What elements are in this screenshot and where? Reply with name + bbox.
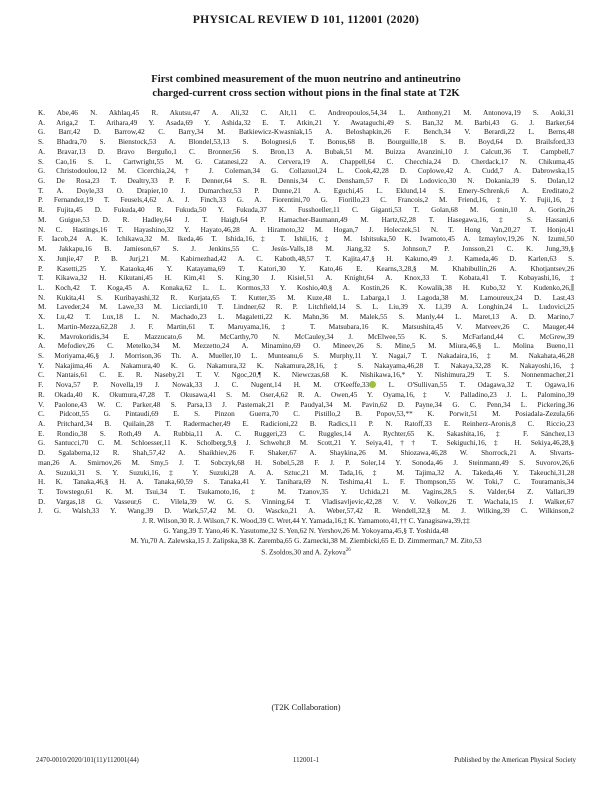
- author-line: man,26 A. Smirnov,26 M. Smy,5 J. T. Sobczyk,68 H. Sobel,5,28 F. J. P. Soler,14 Y. Sonoda,46 J. Steinmann,49 S. Suvorov,26,6: [38, 458, 574, 467]
- author-line: S. Moriyama,46,§ J. Morrison,36 Th. A. Mueller,10 L. Munteanu,6 S. Murphy,11 Y. Nagai,7 T. Nakadaira,16,‡ M. Nakahata,46,28: [38, 351, 574, 360]
- author-line: S. Bhadra,70 S. Bienstock,53 A. Blondel,53,13 S. Bolognesi,6 T. Bonus,68 B. Bourguille,18 S. B. Boyd,64 D. Brailsford,33: [38, 138, 574, 147]
- author-line: N. C. Hastings,16 T. Hayashino,32 Y. Hayato,46,28 A. Hiramoto,32 M. Hogan,7 J. Holeczek,51 N. T. Hong Van,20,27 T. Honjo,41: [38, 225, 574, 234]
- title-line: charged-current cross section without pions in the final state at T2K: [152, 88, 460, 99]
- author-line: N. Kukita,41 S. Kuribayashi,32 R. Kurjata,65 T. Kutter,35 M. Kuze,48 L. Labarga,1 J. Lagoda,38 M. Lamoureux,24 D. Last,43: [38, 293, 574, 302]
- author-line: Y. Nakajima,46 A. Nakamura,40 K. G. Nakamura,32 K. Nakamura,28,16,‡ S. Nakayama,46,28 T. Nakaya,32,28 K. Nakayoshi,16,‡: [38, 361, 574, 370]
- author-line: A. Bravar,13 D. Bravo Berguño,1 C. Bronner,56 S. Bron,13 A. Bubak,51 M. Buizza Avanzini,10 J. Calcutt,36 T. Campbell,7: [38, 147, 574, 156]
- publisher-line: Published by the American Physical Society: [454, 757, 576, 764]
- author-line: V. Paolone,43 W. C. Parker,48 S. Parsa,13 J. Pasternak,21 P. Paudyal,34 M. Pavin,62 D. Payne,34 G. C. Penn,34 L. Pickering,36: [38, 400, 574, 409]
- author-line: M. Yu,70 A. Zalewska,15 J. Zalipska,38 K. Zaremba,65 G. Zarnecki,38 M. Ziembicki,65 E. D. Zimmerman,7 M. Zito,53: [130, 536, 482, 545]
- author-line: R. Okada,40 K. Okumura,47,28 T. Okusawa,41 S. M. Oser,4,62 R. A. Owen,45 Y. Oyama,16,‡ V. Palladino,23 J. L. Palomino,39: [38, 390, 574, 399]
- author-line: G. Christodoulou,12 M. Cicerchia,24,† J. Coleman,34 G. Collazuol,24 L. Cook,42,28 D. Coplowe,42 A. Cudd,7 A. Dabrowska,15: [38, 167, 574, 176]
- author-line: X. Lu,42 T. Lux,18 L. N. Machado,23 L. Magaletti,22 K. Mahn,36 M. Malek,55 S. Manly,44 L. Maret,13 A. D. Marino,7: [38, 313, 574, 322]
- orcid-icon: [369, 381, 376, 388]
- author-line: S. Cao,16 S. L. Cartwright,55 M. G. Catanesi,22 A. Cervera,19 A. Chappell,64 C. Checchia,24 D. Cherdack,17 N. Chikuma,45: [38, 157, 574, 166]
- author-line: X. Junjie,47 P. B. Jurj,21 M. Kabirnezhad,42 A. C. Kaboth,48,57 T. Kajita,47,§ H. Kakuno,49 J. Kameda,46 D. Karlen,63 S.: [38, 254, 574, 263]
- author-line: K. Abe,46 N. Akhlaq,45 R. Akutsu,47 A. Ali,32 C. Alt,11 C. Andreopoulos,54,34 L. Anthony,21 M. Antonova,19 S. Aoki,31: [38, 109, 574, 117]
- author-line: L. Koch,42 T. Koga,45 A. Konaka,62 L. L. Kormos,33 Y. Koshio,40,§ A. Kostin,26 K. Kowalik,38 H. Kubo,32 Y. Kudenko,26,∥: [38, 283, 574, 292]
- author-line: C. Nantais,61 C. E. R. Naseby,21 T. V. Ngoc,20,¶ K. Niewczas,68 K. Nishikawa,16,* Y. Nishimura,29 T. S. Nonnenmacher,21: [38, 371, 574, 380]
- author-line: A. Mefodiev,26 C. Metelko,34 M. Mezzetto,24 A. Minamino,69 O. Mineev,26 S. Mine,5 M. Miura,46,§ L. Molina Bueno,11: [38, 342, 574, 351]
- author-line: M. Laveder,24 M. Lawe,33 M. Licciardi,10 T. Lindner,62 R. P. Litchfield,14 S. L. Liu,39 X. Li,39 A. Longhin,24 L. Ludovici,25: [38, 303, 574, 312]
- author-line: F. Iacob,24 A. K. Ichikawa,32 M. Ikeda,46 T. Ishida,16,‡ T. Ishii,16,‡ M. Ishitsuka,50 K. Iwamoto,45 A. Izmaylov,19,26 N. Izumi,50: [38, 235, 574, 244]
- author-line: G. De Rosa,23 T. Dealtry,33 P. F. Denner,64 S. R. Dennis,34 C. Densham,57 F. Di Lodovico,30 N. Dokania,39 S. Dolan,12: [38, 177, 574, 186]
- author-line: C. Pidcott,55 G. Pintaudi,69 E. S. Pinzon Guerra,70 C. Pistillo,2 B. Popov,53,** K. Porwit,51 M. Posiadala-Zezula,66: [38, 410, 574, 419]
- title-line: First combined measurement of the muon neutrino and antineutrino: [151, 74, 461, 85]
- author-line: G. Barr,42 D. Barrow,42 C. Barry,34 M. Batkiewicz-Kwasniak,15 A. Beloshapkin,26 F. Bench,34 V. Berardi,22 L. Berns,48: [38, 128, 574, 137]
- author-line: A. Ariga,2 T. Arihara,49 Y. Asada,69 Y. Ashida,32 E. T. Atkin,21 Y. Awataguchi,49 S. Ban,32 M. Barbi,43 G. J. Barker,64: [38, 118, 574, 127]
- author-line: P. Kasetti,25 Y. Kataoka,46 Y. Katayama,69 T. Katori,30 Y. Kato,46 E. Kearns,3,28,§ M. Khabibullin,26 A. Khotjantsev,26: [38, 264, 574, 273]
- author-line: H. K. Tanaka,46,§ H. A. Tanaka,60,59 S. Tanaka,41 Y. Tanihara,69 N. Teshima,41 L. F. Thompson,55 W. Toki,7 C. Touramanis,34: [38, 478, 574, 487]
- author-line: G. Santucci,70 C. M. Schloesser,11 K. Scholberg,9,§ J. Schwehr,8 M. Scott,21 Y. Seiya,41,†† T. Sekiguchi,16,‡ H. Sekiya,46,28,§: [38, 439, 574, 448]
- author-line: J. G. Walsh,33 Y. Wang,39 D. Wark,57,42 M. O. Wascko,21 A. Weber,57,42 R. Wendell,32,§ M. J. Wilking,39 C. Wilkinson,2: [38, 507, 574, 516]
- page-number: 112001-1: [292, 757, 320, 764]
- author-line: K. Mavrokoridis,34 E. Mazzucato,6 M. McCarthy,70 N. McCauley,34 J. McElwee,55 K. S. McFarland,44 C. McGrew,39: [38, 332, 574, 341]
- author-line: M. Jakkapu,16 B. Jamieson,67 S. J. Jenkins,55 C. Jesús-Valls,18 M. Jiang,32 S. Johnson,7 P. Jonsson,21 C. K. Jung,39,§: [38, 245, 574, 254]
- author-line: P. Fernandez,19 T. Feusels,4,62 A. J. Finch,33 G. A. Fiorentini,70 G. Fiorillo,23 C. Francois,2 M. Friend,16,‡ Y. Fujii,16,‡: [38, 196, 574, 205]
- author-line: A. Suzuki,31 S. Y. Suzuki,16,‡ Y. Suzuki,28 A. A. Sztuc,21 M. Tada,16,‡ M. Tajima,32 A. Takeda,46 Y. Takeuchi,31,28: [38, 468, 574, 477]
- running-head: PHYSICAL REVIEW D 101, 112001 (2020): [192, 13, 420, 26]
- author-line: S. Zsoldos,30 and A. Zykova$^{26}$: [261, 548, 351, 557]
- author-line: T. A. Doyle,33 O. Drapier,10 J. Dumarchez,53 P. Dunne,21 A. Eguchi,45 L. Eklund,14 S. Emery-Schrenk,6 A. Ereditato,2: [38, 186, 574, 195]
- author-line: M. Guigue,53 D. R. Hadley,64 J. T. Haigh,64 P. Hamacher-Baumann,49 M. Hartz,62,28 T. Hasegawa,16,‡ S. Hassani,6: [38, 215, 574, 224]
- collaboration-name: (T2K Collaboration): [271, 703, 341, 712]
- author-line: L. Martin-Mezza,62,28 J. F. Martin,61 T. Maruyama,16,‡ T. Matsubara,16 K. Matsushita,45 V. Matveev,26 C. Mauger,44: [38, 322, 574, 331]
- author-line: J. R. Wilson,30 R. J. Wilson,7 K. Wood,39 C. Wret,44 Y. Yamada,16,‡ K. Yamamoto,41,†† C. Yanagisawa,39,‡‡: [142, 517, 470, 526]
- author-line: G. Yang,39 T. Yano,46 K. Yasutome,32 S. Yen,62 N. Yershov,26 M. Yokoyama,45,§ T. Yoshida,48: [163, 526, 449, 535]
- author-line: T. Towstego,61 K. M. Tsui,34 T. Tsukamoto,16,‡ M. Tzanov,35 Y. Uchida,21 M. Vagins,28,5 S. Valder,64 Z. Vallari,39: [38, 488, 574, 497]
- author-line: D. Vargas,18 G. Vasseur,6 C. Vilela,39 W. G. S. Vinning,64 T. Vladisavljevic,42,28 V. V. Volkov,26 T. Wachala,15 J. Walker,67: [38, 497, 574, 506]
- author-line: E. Rondio,38 S. Roth,49 A. Rubbia,11 A. C. Ruggeri,23 C. Ruggles,14 A. Rychter,65 K. Sakashita,16,‡ F. Sánchez,13: [38, 429, 574, 438]
- author-line: A. Pritchard,34 B. Quilain,28 T. Radermacher,49 E. Radicioni,22 B. Radics,11 P. N. Ratoff,33 E. Reinherz-Aronis,8 C. Riccio,23: [38, 420, 574, 428]
- issn-code: 2470-0010/2020/101(11)/112001(44): [36, 757, 139, 764]
- author-list: [38, 109, 574, 558]
- article-title: [80, 73, 532, 101]
- author-line: R. Fujita,45 D. Fukuda,40 R. Fukuda,50 Y. Fukuda,37 K. Fusshoeller,11 C. Giganti,53 T. Golan,68 M. Gonin,10 A. Gorin,26: [38, 206, 574, 215]
- author-line: D. Sgalaberna,12 R. Shah,57,42 A. Shaikhiev,26 F. Shaker,67 A. Shaykina,26 M. Shiozawa,46,28 W. Shorrock,21 A. Shvarts-: [38, 449, 574, 458]
- page-footer: [36, 757, 576, 769]
- author-line: T. Kikawa,32 H. Kikutani,45 H. Kim,41 S. King,30 J. Kisiel,51 A. Knight,64 A. Knox,33 T. Kobata,41 T. Kobayashi,16,‡: [38, 274, 574, 283]
- author-line: F. Nova,57 P. Novella,19 J. Nowak,33 J. C. Nugent,14 H. M. O'Keeffe,33 L. O'Sullivan,55 T. Odagawa,32 T. Ogawa,16: [38, 381, 574, 390]
